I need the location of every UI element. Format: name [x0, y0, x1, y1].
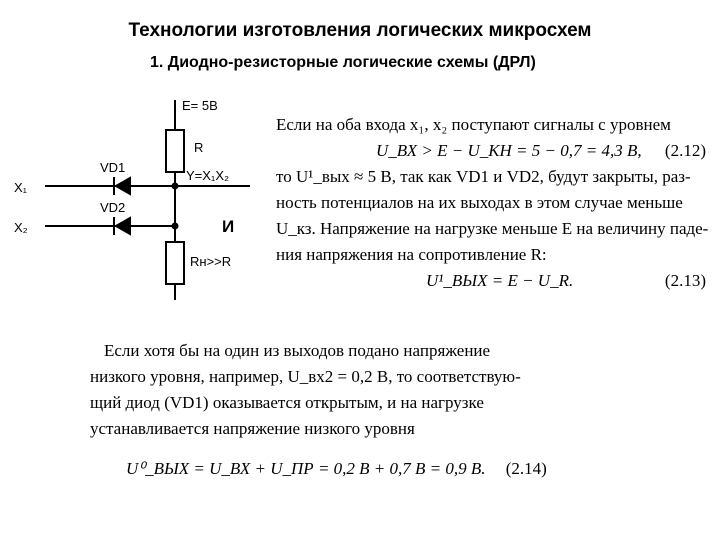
- resistor-label: R: [194, 140, 204, 155]
- text1-line3: то U¹_вых ≈ 5 В, так как VD1 и VD2, будут закрыты, раз-: [276, 167, 691, 186]
- formula-2-14-row: [90, 456, 650, 482]
- resistor-r: [166, 130, 184, 172]
- text-block-1: [276, 112, 709, 294]
- text-block-2: [90, 338, 650, 482]
- text2-line3: щий диод (VD1) оказывается открытым, и на нагрузке: [90, 393, 484, 412]
- eq-number-2-13: (2.13): [664, 271, 706, 290]
- diode1-label: VD1: [100, 160, 126, 175]
- output-label: Y=X₁X₂: [186, 168, 230, 183]
- slide-subtitle: 1. Диодно-резисторные логические схемы (ДРЛ): [150, 54, 536, 71]
- diode-vd2: [114, 217, 130, 235]
- supply-label: E= 5B: [182, 98, 218, 113]
- junction-dot: [172, 223, 179, 230]
- text2-line1: Если хотя бы на один из выходов подано напряжение: [104, 341, 491, 360]
- gate-label: И: [222, 217, 235, 236]
- formula-2-12-row: [276, 138, 706, 164]
- text1-line6: ния напряжения на сопротивление R:: [276, 245, 547, 264]
- load-label: Rн>>R: [190, 254, 232, 269]
- resistor-load: [166, 242, 184, 284]
- input1-label: X₁: [14, 180, 28, 195]
- diode2-label: VD2: [100, 200, 126, 215]
- input2-label: X₂: [14, 220, 28, 235]
- slide-title: Технологии изготовления логических микросхем: [128, 20, 592, 41]
- text1-line4: ность потенциалов на их выходах в этом случае меньше: [276, 193, 683, 212]
- formula-2-14: U⁰_ВЫХ = U_ВХ + U_ПР = 0,2 В + 0,7 В = 0,9 В.: [126, 459, 486, 478]
- formula-2-13-row: [276, 268, 706, 294]
- formula-2-12: U_ВХ > E − U_КН = 5 − 0,7 = 4,3 В,: [376, 141, 642, 160]
- text1-line5: U_кз. Напряжение на нагрузке меньше E на величину паде-: [276, 219, 709, 238]
- text2-line4: устанавливается напряжение низкого уровня: [90, 419, 415, 438]
- formula-2-13: U¹_ВЫХ = E − U_R.: [426, 271, 574, 290]
- drl-circuit-diagram: [0, 88, 270, 308]
- text2-line2: низкого уровня, например, U_вх2 = 0,2 В, то соответствую-: [90, 367, 521, 386]
- junction-dot: [172, 183, 179, 190]
- eq-number-2-12: (2.12): [664, 141, 706, 160]
- diode-vd1: [114, 177, 130, 195]
- text1-line1: Если на оба входа x₁, x₂ поступают сигналы с уровнем: [276, 115, 671, 134]
- eq-number-2-14: (2.14): [505, 459, 547, 478]
